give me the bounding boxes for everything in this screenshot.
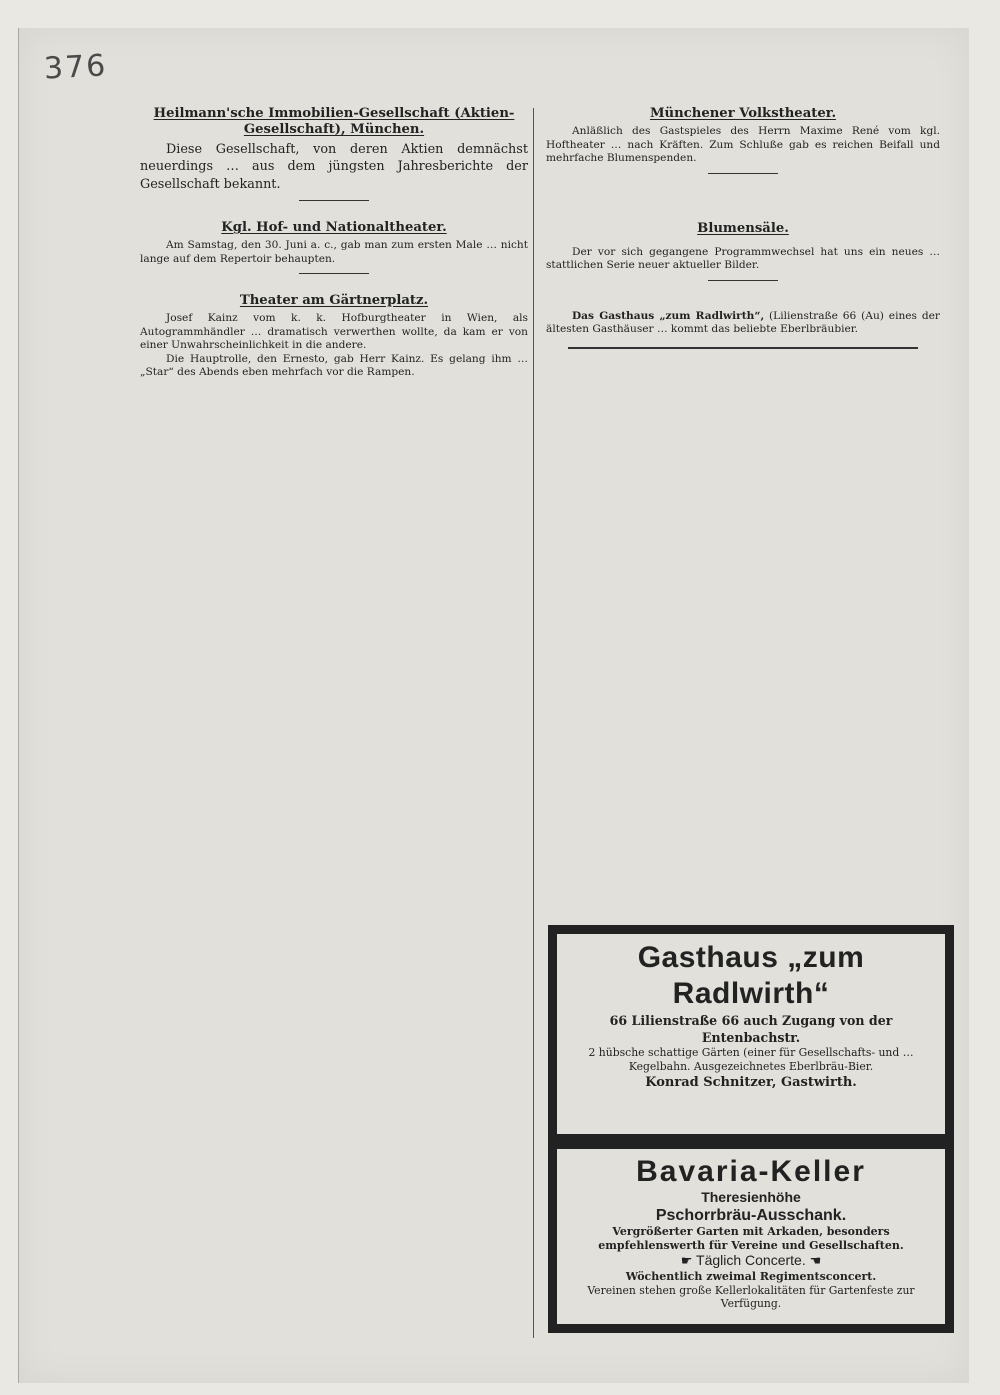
advertisement-radlwirth — [548, 925, 954, 1143]
column-rule — [533, 108, 534, 1338]
divider — [299, 273, 369, 274]
article-body-volkstheater: Anläßlich des Gastspieles des Herrn Maxime René vom kgl. Hoftheater … nach Kräften. Zum Schluße gab es reichen Beifall und mehrfache Blumenspenden. — [546, 125, 940, 164]
article-title-heilmann: Heilmann'sche Immobilien-Gesellschaft (Aktien-Gesellschaft), München. — [153, 106, 515, 137]
radlwirth-text: (Lilienstraße 66 (Au) eines der ältesten Gasthäuser … kommt das beliebte Eberlbräubier. — [546, 309, 940, 335]
advertisement-bavaria-keller — [548, 1140, 954, 1333]
article-body-blumensaele: Der vor sich gegangene Programmwechsel hat uns ein neues … stattlichen Serie neuer aktueller Bilder. — [546, 245, 940, 271]
article-title-nationaltheater: Kgl. Hof- und Nationaltheater. — [221, 220, 447, 236]
divider — [708, 280, 778, 281]
ad-bavaria-subtitle1: Theresienhöhe — [701, 1189, 801, 1205]
article-title-volkstheater: Münchener Volkstheater. — [649, 106, 837, 121]
ad-radlwirth-title: Gasthaus „zum Radlwirth“ — [637, 941, 865, 1010]
pointing-hand-icon: ☚ — [809, 1254, 822, 1269]
left-column — [140, 106, 528, 380]
ad-radlwirth-subtitle: 66 Lilienstraße 66 auch Zugang von der Entenbachstr. — [609, 1013, 893, 1045]
pointing-hand-icon: ☛ — [680, 1254, 693, 1269]
article-title-gaertnerplatz: Theater am Gärtnerplatz. — [239, 293, 429, 309]
article-body-heilmann: Diese Gesellschaft, von deren Aktien demnächst neuerdings … aus dem jüngsten Jahresberichte der Gesellschaft bekannt. — [140, 142, 528, 192]
divider — [299, 200, 369, 201]
ad-bavaria-line1: Vergrößerter Garten mit Arkaden, besonders empfehlenswerth für Vereine und Gesellschaften. — [598, 1225, 904, 1252]
page-number: 376 — [43, 48, 109, 87]
ad-bavaria-subtitle2: Pschorrbräu-Ausschank. — [655, 1207, 847, 1224]
ad-bavaria-footer: Vereinen stehen große Kellerlokalitäten für Gartenfeste zur Verfügung. — [587, 1283, 915, 1310]
article-title-blumensaele: Blumensäle. — [697, 220, 789, 236]
article-body-gaertnerplatz-1: Josef Kainz vom k. k. Hofburgtheater in Wien, als Autogrammhändler … dramatisch verwerthen wollte, da kam er von einer Unwahrscheinlichkeit in die andere. — [140, 312, 528, 352]
radlwirth-lead: Das Gasthaus „zum Radlwirth“, — [572, 309, 765, 322]
divider — [568, 347, 918, 349]
article-body-gaertnerplatz-2: Die Hauptrolle, den Ernesto, gab Herr Kainz. Es gelang ihm … „Star“ des Abends eben mehrfach vor die Rampen. — [140, 352, 528, 379]
ad-bavaria-weekly: Wöchentlich zweimal Regimentsconcert. — [625, 1270, 877, 1283]
ad-radlwirth-text: 2 hübsche schattige Gärten (einer für Gesellschafts- und … Kegelbahn. Ausgezeichnetes Eberlbräu-Bier. — [588, 1046, 914, 1073]
right-column — [546, 106, 940, 906]
ad-bavaria-concerts — [565, 1252, 937, 1270]
article-body-nationaltheater: Am Samstag, den 30. Juni a. c., gab man zum ersten Male … nicht lange auf dem Repertoir behaupten. — [140, 239, 528, 265]
article-body-radlwirth — [546, 310, 940, 337]
ad-bavaria-concerts-text: Täglich Concerte. — [696, 1252, 806, 1268]
ad-bavaria-title: Bavaria-Keller — [636, 1155, 866, 1188]
ad-radlwirth-signature: Konrad Schnitzer, Gastwirth. — [645, 1075, 857, 1090]
divider — [708, 173, 778, 174]
